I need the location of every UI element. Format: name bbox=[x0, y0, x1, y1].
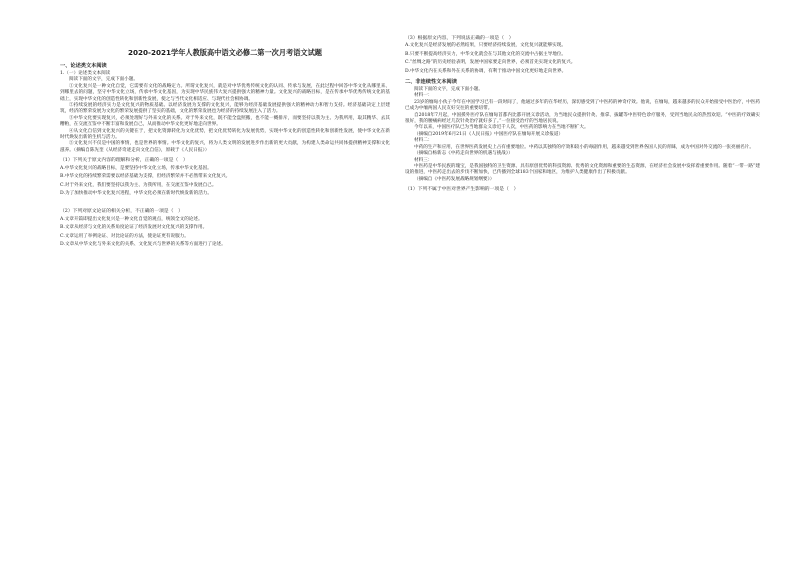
passage-paragraph: ②持续发展的经济实力是文化复兴的物质基础。以经济发展为支撑的文化复兴，能够为经济基础发展提供强大的精神动力和智力支持。经济基础决定上层建筑，经济的繁荣发展为文化的繁荣发展提供了坚实的基础，文化的繁荣发展也为经济的持续发展注入了活力。 bbox=[60, 103, 390, 115]
question-stem: （3）根据原文内容，下列说法正确的一项是（ ） bbox=[405, 36, 514, 41]
source-note: （摘编自2019年6月21日《人民日报》中国医疗队在缅甸开展义诊报道） bbox=[414, 131, 564, 137]
page-title: 2020-2021学年人教版高中语文必修二第一次月考语文试题 bbox=[128, 48, 322, 57]
answer-option[interactable]: A.文化复兴是经济发展的必然结果，只要经济持续发展，文化复兴就能够实现。 bbox=[405, 43, 566, 49]
material-label: 材料三： bbox=[414, 157, 433, 163]
material-paragraph: 今年以来，中国医疗队已为当地群众义诊近千人次，中医药的影响力在当地不断扩大。 bbox=[414, 125, 589, 131]
answer-option[interactable]: C.“丝绸之路”的历史经验表明，发展中国家要走向世界，必须首先实现文化的复兴。 bbox=[405, 60, 576, 66]
section-heading-2: 二、非连续性文本阅读 bbox=[405, 79, 457, 86]
material-label: 材料一： bbox=[414, 93, 433, 99]
material-paragraph: 23岁的缅甸小伙子今年在中国学习已有一段时间了，他通过多年的在华经历，深切感受到了中医药的神奇疗效。他说，在缅甸，越来越多的民众开始接受中医治疗，中医药已成为中缅两国人民友好交往的重要纽带。 bbox=[405, 99, 760, 112]
passage-paragraph: ③中华文化要实现复兴，必须处理好与外来文化的关系。对于外来文化，既不能全盘照搬，也不能一概排斥，而要坚持以我为主、为我所用，取其精华、去其糟粕，在交流互鉴中不断丰富和发展自己，从而推动中华文化更好地走向世界。 bbox=[60, 115, 390, 128]
answer-option[interactable]: C.对于外来文化，我们要坚持以我为主、为我所用，在交流互鉴中发展自己。 bbox=[60, 182, 217, 188]
reading-instruction: 阅读下面的文字，完成下面小题。 bbox=[414, 87, 483, 93]
section-heading-1: 一、论述类文本阅读 bbox=[60, 63, 107, 69]
material-paragraph: 自2018年7月起，中国援外医疗队在缅甸首都内比都开展义诊活动，为当地民众提供针灸、推拿、拔罐等中医特色诊疗服务，受到当地民众的热烈欢迎。“中医的疗效确实很好，我的腰痛病经过几次针灸治疗就好多了。”一位接受治疗的当地居民说。 bbox=[405, 112, 760, 125]
passage-paragraph: ⑤文化复兴不仅是中国的事情，也是世界的事情。中华文化的复兴，将为人类文明的发展进步作出新的更大贡献，为构建人类命运共同体提供精神支撑和文化滋养。（摘编自陈先奎《从经济奇迹走向文化自信》，原载于《人民日报》） bbox=[60, 141, 390, 153]
material-label: 材料二： bbox=[414, 138, 433, 144]
question-stem: （2）下列对原文论证的相关分析，不正确的一项是（ ） bbox=[60, 209, 183, 215]
source-note: （摘编自杨新志《中药走向世界的机遇与挑战》） bbox=[414, 151, 513, 157]
right-column bbox=[405, 10, 760, 558]
question-stem: （1）下列关于原文内容的理解和分析，正确的一项是（ ） bbox=[60, 158, 188, 164]
answer-option[interactable]: D.文章从中华文化与外来文化的关系、文化复兴与世界的关系等方面进行了论述。 bbox=[60, 241, 226, 247]
answer-option[interactable]: C.文章运用了举例论证、对比论证的方法，使论证更有说服力。 bbox=[60, 233, 189, 239]
passage-paragraph: ①文化复兴是一种文化自觉，它需要有文化的战略定力。所谓文化复兴，就是对中华优秀传统文化的认同、传承与发展，在此过程中回答中华文化从哪里来、到哪里去的问题，坚守中华文化立场，传承中华文化基因，为实现中华民族伟大复兴提供强大的精神力量。文化复兴的战略目标，是在传承中华优秀传统文化的基础上，实现中华文化的创造性转化和创新性发展，使之与当代文化相适应、与现代社会相协调。 bbox=[60, 83, 390, 102]
left-column bbox=[60, 10, 390, 558]
answer-option[interactable]: A.中华文化复兴的战略目标，是要坚持中华文化立场，传承中华文化基因。 bbox=[60, 165, 212, 171]
question-stem: （1）下列不属于中医对世界产生影响的一项是（ ） bbox=[405, 187, 519, 193]
answer-option[interactable]: B.文章从经济与文化的关系角度论证了经济发展对文化复兴的支撑作用。 bbox=[60, 225, 208, 231]
answer-option[interactable]: D.为了加快推动中华文化复兴进程，中华文化必须在新时代焕发新的活力。 bbox=[60, 190, 212, 196]
reading-instruction: 阅读下面的文字，完成下面小题。 bbox=[69, 77, 138, 83]
answer-option[interactable]: B.只要不断提高经济实力，中华文化就会在与其他文化的交流中占据主导地位。 bbox=[405, 51, 567, 57]
answer-option[interactable]: B.中华文化的持续繁荣需要以经济基础为支撑，但经济繁荣并不必然带来文化复兴。 bbox=[60, 174, 231, 180]
material-paragraph: 中药的生产和应用，在世界医药发展史上占有重要地位。中药以其独特的疗效和较小的毒副作用，越来越受到世界各国人民的青睐，成为中国对外交流的一张亮丽名片。 bbox=[414, 144, 754, 150]
answer-option[interactable]: A.文章开篇即提出文化复兴是一种文化自觉的观点，统领全文的论述。 bbox=[60, 216, 203, 222]
question-number: 1.（一）论述类文本阅读 bbox=[60, 71, 111, 76]
passage-paragraph: ④从文化自信到文化复兴的关键在于，把文化资源转化为文化优势，把文化优势转化为发展优势，实现中华文化的创造性转化和创新性发展，使中华文化在新时代焕发出新的生机与活力。 bbox=[60, 128, 390, 141]
answer-option[interactable]: D.中华文化内在关系和外在关系的协调，有利于推动中国文化更好地走向世界。 bbox=[405, 68, 567, 74]
material-paragraph: 中医药是中华民族的瑰宝，是我国独特的卫生资源、具有原创优势的科技资源、优秀的文化资源和重要的生态资源，在经济社会发展中发挥着重要作用。随着“一带一路”建设的推进，中医药走出去的步伐不断加快，已传播到全球183个国家和地区，为维护人类健康作出了积极贡献。 bbox=[405, 163, 760, 176]
source-note: （摘编自《中医药发展战略规划纲要》） bbox=[414, 176, 495, 182]
